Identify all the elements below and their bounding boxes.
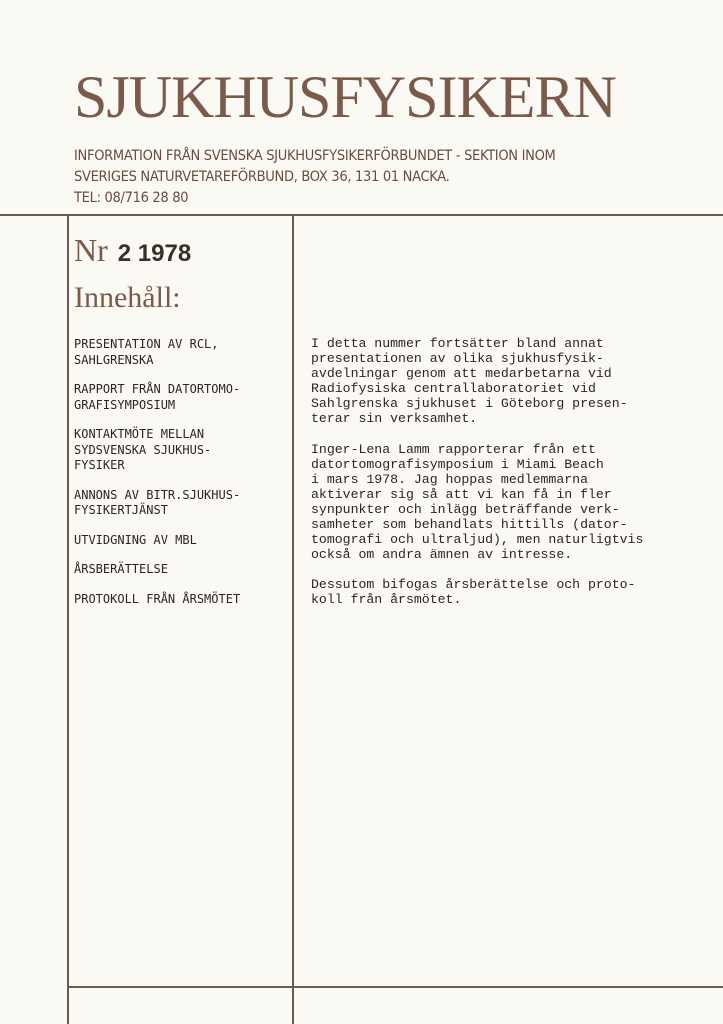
contents-item-line: PROTOKOLL FRÅN ÅRSMÖTET (74, 591, 241, 606)
issue-nr-label: Nr (74, 232, 108, 268)
issue-number (74, 230, 191, 274)
editorial-line: samheter som behandlats hittills (dator- (311, 517, 628, 533)
editorial-line: datortomografisymposium i Miami Beach (311, 456, 604, 472)
contents-item-line: RAPPORT FRÅN DATORTOMO- (74, 382, 241, 396)
contents-item (74, 382, 289, 413)
editorial-line: aktiverar sig så att vi kan få in fler (311, 486, 612, 502)
editorial-line: I detta nummer fortsätter bland annat (311, 336, 604, 351)
editorial-line: terar sin verksamhet. (311, 411, 478, 427)
contents-item-line: SAHLGRENSKA (74, 352, 154, 367)
column-divider (292, 214, 294, 1024)
editorial-line: synpunkter och inlägg beträffande verk- (311, 501, 620, 517)
contents-item-line: GRAFISYMPOSIUM (74, 397, 176, 412)
editorial-line: koll från årsmötet. (311, 592, 462, 608)
newsletter-title: SJUKHUSFYSIKERN (74, 64, 616, 130)
editorial-line: avdelningar genom att medarbetarna vid (311, 366, 612, 382)
issue-number-year: 2 1978 (117, 240, 192, 267)
contents-item-line: ÅRSBERÄTTELSE (74, 562, 168, 576)
editorial-line: Inger-Lena Lamm rapporterar från ett (311, 441, 596, 457)
editorial-line: Radiofysiska centrallaboratoriet vid (311, 381, 596, 397)
contents-item (74, 427, 289, 474)
editorial-line: i mars 1978. Jag hoppas medlemmarna (311, 471, 588, 487)
left-column-border (67, 214, 69, 1024)
footer-divider (67, 986, 723, 988)
table-of-contents (74, 337, 289, 621)
editorial-line: presentationen av olika sjukhusfysik- (311, 351, 604, 367)
editorial-line: också om andra ämnen av intresse. (311, 547, 573, 563)
editorial-line: Dessutom bifogas årsberättelse och proto- (311, 577, 636, 593)
contents-item-line: SYDSVENSKA SJUKHUS- (74, 442, 212, 457)
contents-item-line: PRESENTATION AV RCL, (74, 337, 219, 351)
publisher-info-line: TEL: 08/716 28 80 (74, 190, 189, 206)
editorial-text (311, 336, 711, 623)
contents-item (74, 488, 289, 519)
publisher-info-line: INFORMATION FRÅN SVENSKA SJUKHUSFYSIKERFÖRBUNDET - SEKTION INOM (74, 148, 556, 164)
contents-item (74, 533, 289, 549)
contents-item (74, 562, 289, 578)
publisher-info-line: SVERIGES NATURVETAREFÖRBUND, BOX 36, 131 01 NACKA. (74, 169, 450, 185)
contents-item-line: KONTAKTMÖTE MELLAN (74, 427, 205, 441)
contents-item-line: ANNONS AV BITR.SJUKHUS- (74, 487, 241, 502)
editorial-line: tomografi och ultraljud), men naturligtvis (311, 532, 644, 548)
editorial-line: Sahlgrenska sjukhuset i Göteborg presen- (311, 396, 628, 412)
publisher-info (74, 146, 714, 209)
contents-item (74, 337, 289, 368)
editorial-paragraph (311, 336, 711, 427)
editorial-paragraph (311, 577, 711, 607)
contents-item-line: FYSIKER (74, 458, 125, 472)
contents-item (74, 592, 289, 608)
contents-item-line: FYSIKERTJÄNST (74, 503, 168, 517)
editorial-paragraph (311, 442, 711, 563)
contents-item-line: UTVIDGNING AV MBL (74, 532, 197, 547)
contents-heading: Innehåll: (74, 281, 181, 314)
header-divider (0, 214, 723, 216)
